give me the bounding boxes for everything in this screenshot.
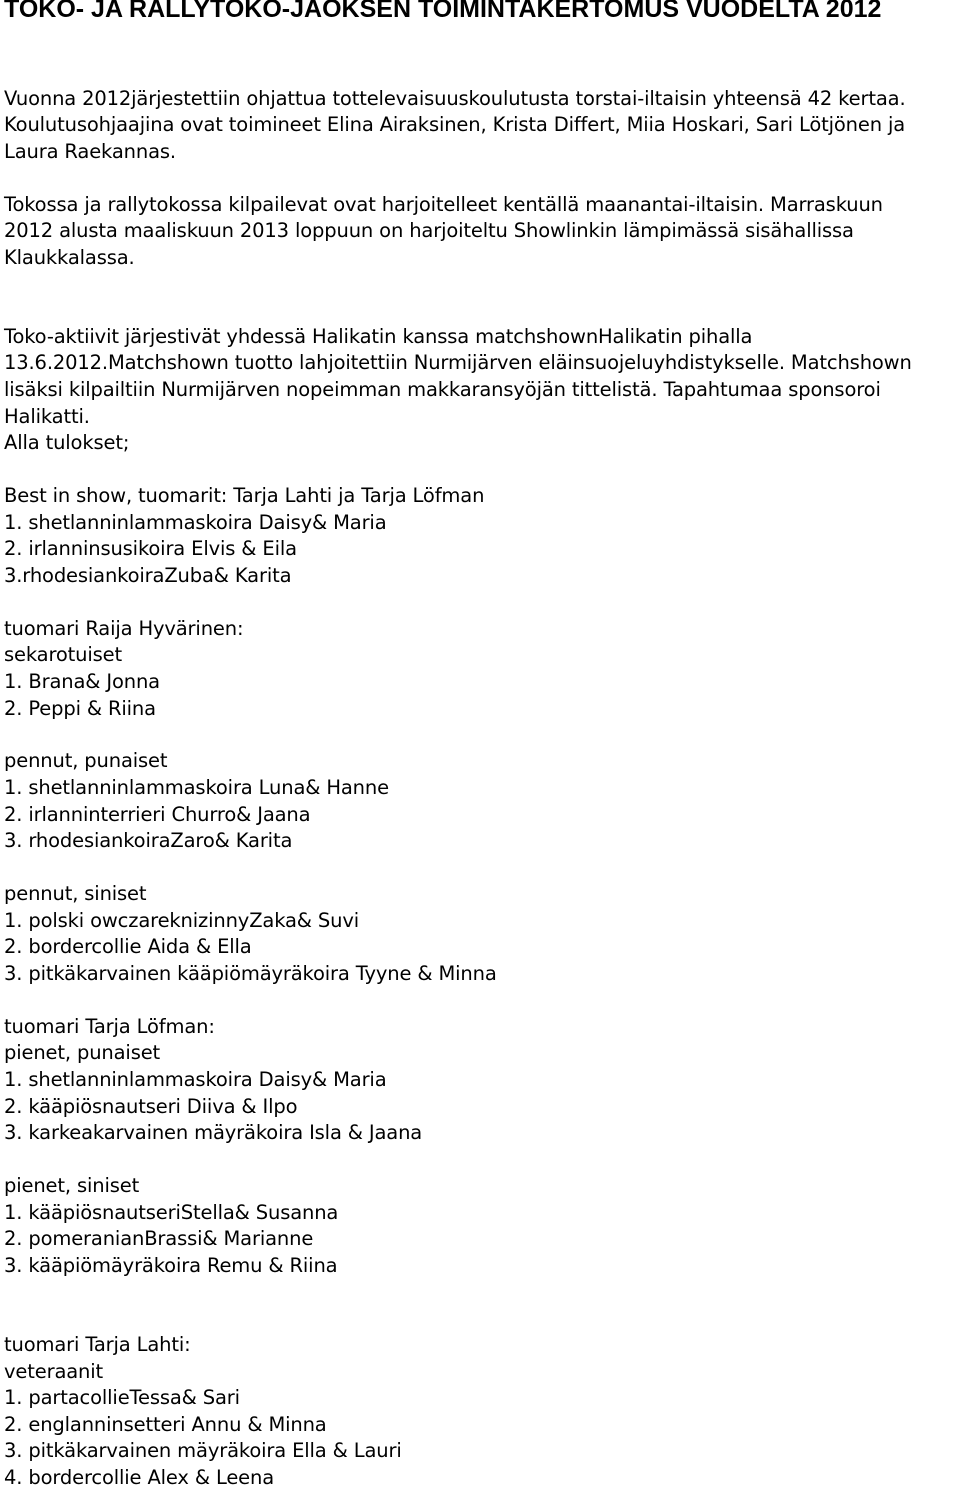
result-line: 1. shetlanninlammaskoira Luna& Hanne: [4, 776, 389, 799]
result-line: 2. Peppi & Riina: [4, 697, 156, 720]
paragraph-line: Klaukkalassa.: [4, 246, 135, 269]
result-line: 3. pitkäkarvainen mäyräkoira Ella & Lauri: [4, 1439, 402, 1462]
category-heading: veteraanit: [4, 1360, 104, 1383]
result-line: 1. shetlanninlammaskoira Daisy& Maria: [4, 511, 387, 534]
category-heading: pennut, punaiset: [4, 749, 168, 772]
result-line: 2. pomeranianBrassi& Marianne: [4, 1227, 314, 1250]
result-line: 2. englanninsetteri Annu & Minna: [4, 1413, 327, 1436]
paragraph-line: 2012 alusta maaliskuun 2013 loppuun on harjoiteltu Showlinkin lämpimässä sisähallissa: [4, 219, 854, 242]
result-line: 1. polski owczareknizinnyZaka& Suvi: [4, 909, 360, 932]
category-heading: pienet, punaiset: [4, 1041, 161, 1064]
paragraph-line: Vuonna 2012järjestettiin ohjattua tottelevaisuuskoulutusta torstai-iltaisin yhteensä 42 kertaa.: [4, 87, 906, 110]
result-line: 4. bordercollie Alex & Leena: [4, 1466, 275, 1489]
result-line: 3. rhodesiankoiraZaro& Karita: [4, 829, 293, 852]
result-line: 1. shetlanninlammaskoira Daisy& Maria: [4, 1068, 387, 1091]
paragraph-line: Koulutusohjaajina ovat toimineet Elina Airaksinen, Krista Differt, Miia Hoskari, Sari Lötjönen ja: [4, 113, 906, 136]
paragraph-line: Tokossa ja rallytokossa kilpailevat ovat harjoitelleet kentällä maanantai-iltaisin. Marraskuun: [4, 193, 883, 216]
paragraph-line: lisäksi kilpailtiin Nurmijärven nopeimman makkaransyöjän tittelistä. Tapahtumaa sponsoroi: [4, 378, 881, 401]
result-line: 2. kääpiösnautseri Diiva & Ilpo: [4, 1095, 298, 1118]
category-heading: sekarotuiset: [4, 643, 122, 666]
result-line: 2. irlanninterrieri Churro& Jaana: [4, 803, 311, 826]
paragraph-line: Halikatti.: [4, 405, 90, 428]
result-line: 3. pitkäkarvainen kääpiömäyräkoira Tyyne & Minna: [4, 962, 497, 985]
result-line: 1. kääpiösnautseriStella& Susanna: [4, 1201, 339, 1224]
result-line: 3. kääpiömäyräkoira Remu & Riina: [4, 1254, 338, 1277]
section-heading: Best in show, tuomarit: Tarja Lahti ja Tarja Löfman: [4, 484, 485, 507]
paragraph-line: Toko-aktiivit järjestivät yhdessä Halikatin kanssa matchshownHalikatin pihalla: [4, 325, 753, 348]
paragraph-line: 13.6.2012.Matchshown tuotto lahjoitettiin Nurmijärven eläinsuojeluyhdistykselle. Matchshown: [4, 351, 912, 374]
section-heading: tuomari Raija Hyvärinen:: [4, 617, 244, 640]
document-title: TOKO- JA RALLYTOKO-JAOKSEN TOIMINTAKERTOMUS VUODELTA 2012: [4, 0, 882, 23]
result-line: 1. Brana& Jonna: [4, 670, 160, 693]
result-line: 1. partacollieTessa& Sari: [4, 1386, 240, 1409]
category-heading: pienet, siniset: [4, 1174, 140, 1197]
section-heading: tuomari Tarja Lahti:: [4, 1333, 191, 1356]
result-line: 2. bordercollie Aida & Ella: [4, 935, 252, 958]
category-heading: pennut, siniset: [4, 882, 147, 905]
paragraph-line: Alla tulokset;: [4, 431, 130, 454]
section-heading: tuomari Tarja Löfman:: [4, 1015, 215, 1038]
result-line: 3. karkeakarvainen mäyräkoira Isla & Jaana: [4, 1121, 423, 1144]
result-line: 3.rhodesiankoiraZuba& Karita: [4, 564, 292, 587]
paragraph-line: Laura Raekannas.: [4, 140, 176, 163]
result-line: 2. irlanninsusikoira Elvis & Eila: [4, 537, 297, 560]
